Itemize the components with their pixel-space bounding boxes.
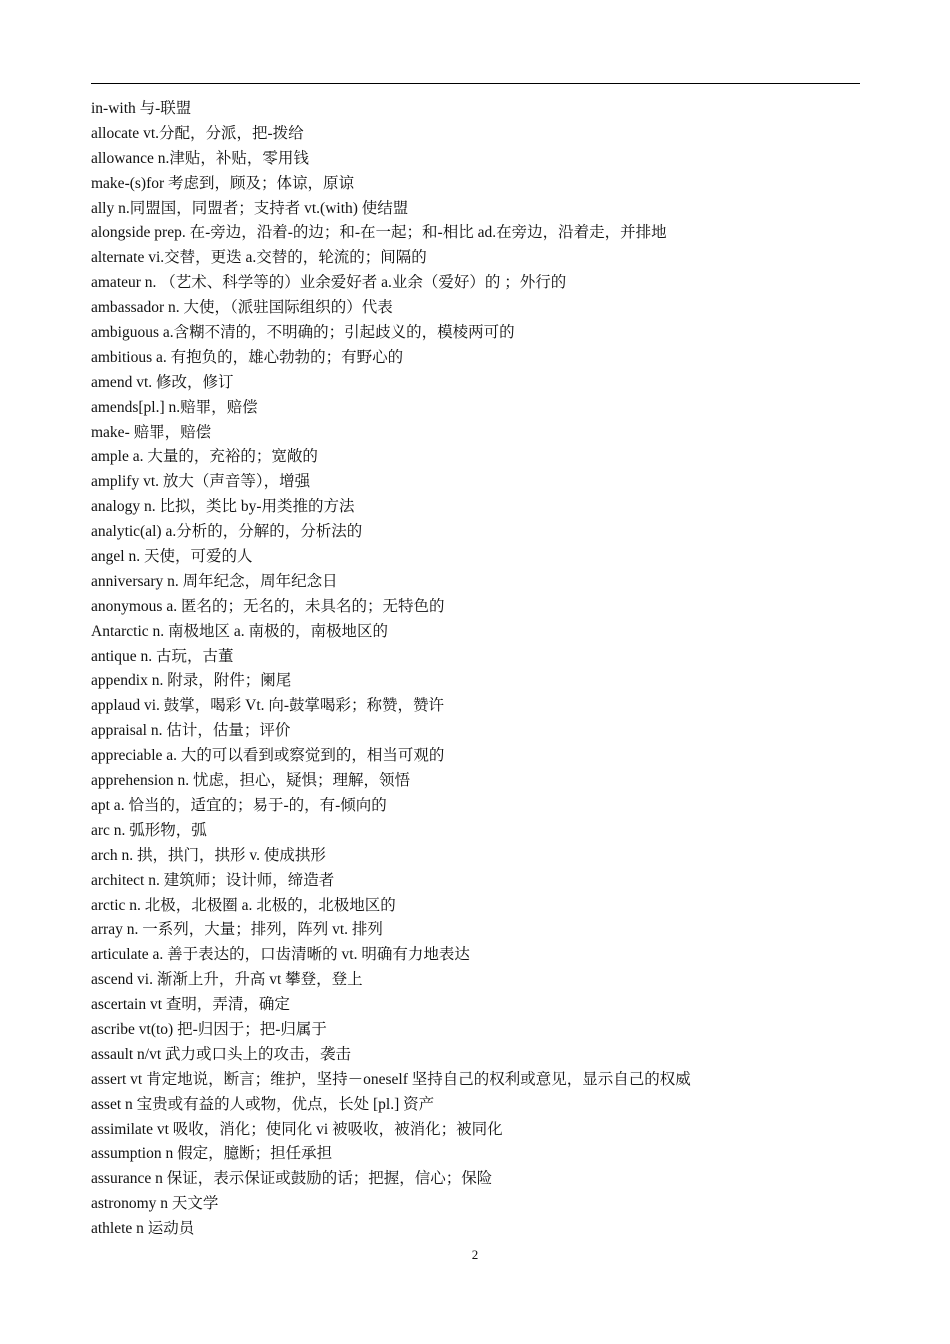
vocabulary-entry: antique n. 古玩，古董 bbox=[91, 647, 234, 665]
vocabulary-entry: allowance n.津贴，补贴，零用钱 bbox=[91, 149, 309, 167]
vocabulary-entry: amateur n. （艺术、科学等的）业余爱好者 a.业余（爱好）的 ；外行的 bbox=[91, 274, 567, 292]
vocabulary-entry: assimilate vt 吸收，消化；使同化 vi 被吸收，被消化；被同化 bbox=[91, 1120, 503, 1138]
vocabulary-entry: apt a. 恰当的，适宜的；易于-的，有-倾向的 bbox=[91, 796, 387, 814]
vocabulary-entry: applaud vi. 鼓掌，喝彩 Vt. 向-鼓掌喝彩；称赞，赞许 bbox=[91, 697, 445, 715]
header-rule bbox=[91, 83, 860, 84]
vocabulary-entry: appraisal n. 估计，估量；评价 bbox=[91, 722, 291, 740]
vocabulary-entry: allocate vt.分配，分派，把-拨给 bbox=[91, 124, 304, 142]
vocabulary-entry: Antarctic n. 南极地区 a. 南极的，南极地区的 bbox=[91, 622, 389, 640]
vocabulary-entry: apprehension n. 忧虑，担心，疑惧；理解，领悟 bbox=[91, 772, 411, 790]
vocabulary-entry: asset n 宝贵或有益的人或物，优点，长处 [pl.] 资产 bbox=[91, 1095, 435, 1113]
vocabulary-entry: ambitious a. 有抱负的，雄心勃勃的；有野心的 bbox=[91, 348, 404, 366]
vocabulary-entry: arc n. 弧形物，弧 bbox=[91, 821, 207, 839]
vocabulary-entry: analogy n. 比拟，类比 by-用类推的方法 bbox=[91, 498, 355, 516]
vocabulary-entry: arch n. 拱，拱门，拱形 v. 使成拱形 bbox=[91, 846, 326, 864]
page-number: 2 bbox=[471, 1247, 479, 1262]
vocabulary-entry: ally n.同盟国，同盟者；支持者 vt.(with) 使结盟 bbox=[91, 199, 409, 217]
vocabulary-entry: ample a. 大量的，充裕的；宽敞的 bbox=[91, 448, 318, 466]
vocabulary-entry: appendix n. 附录，附件；阑尾 bbox=[91, 672, 292, 690]
vocabulary-entry: appreciable a. 大的可以看到或察觉到的，相当可观的 bbox=[91, 747, 445, 765]
vocabulary-entry: amplify vt. 放大（声音等），增强 bbox=[91, 473, 311, 491]
vocabulary-entry: architect n. 建筑师；设计师，缔造者 bbox=[91, 871, 335, 889]
vocabulary-entry: assurance n 保证，表示保证或鼓励的话；把握，信心；保险 bbox=[91, 1170, 493, 1188]
vocabulary-entry: array n. 一系列，大量；排列，阵列 vt. 排列 bbox=[91, 921, 383, 939]
vocabulary-entry: ambiguous a.含糊不清的，不明确的；引起歧义的，模棱两可的 bbox=[91, 324, 515, 342]
vocabulary-list bbox=[91, 97, 860, 1242]
vocabulary-entry: amend vt. 修改，修订 bbox=[91, 373, 234, 391]
vocabulary-entry: ascend vi. 渐渐上升，升高 vt 攀登，登上 bbox=[91, 971, 363, 989]
vocabulary-entry: alternate vi.交替，更迭 a.交替的，轮流的；间隔的 bbox=[91, 249, 427, 267]
vocabulary-entry: alongside prep. 在-旁边，沿着-的边；和-在一起；和-相比 ad.在旁边，沿着走，并排地 bbox=[91, 224, 667, 242]
vocabulary-entry: in-with 与-联盟 bbox=[91, 100, 192, 117]
vocabulary-entry: make- 赔罪，赔偿 bbox=[91, 423, 212, 441]
vocabulary-entry: ascertain vt 查明，弄清，确定 bbox=[91, 996, 290, 1014]
vocabulary-entry: assumption n 假定，臆断；担任承担 bbox=[91, 1145, 333, 1163]
vocabulary-entry: assault n/vt 武力或口头上的攻击，袭击 bbox=[91, 1045, 352, 1063]
vocabulary-entry: amends[pl.] n.赔罪，赔偿 bbox=[91, 398, 258, 416]
vocabulary-entry: assert vt 肯定地说，断言；维护，坚持－oneself 坚持自己的权利或意见，显示自己的权威 bbox=[91, 1070, 691, 1088]
vocabulary-entry: astronomy n 天文学 bbox=[91, 1195, 219, 1213]
vocabulary-entry: anonymous a. 匿名的；无名的，未具名的；无特色的 bbox=[91, 597, 445, 615]
vocabulary-entry: athlete n 运动员 bbox=[91, 1220, 195, 1238]
vocabulary-entry: angel n. 天使，可爱的人 bbox=[91, 548, 253, 566]
vocabulary-entry: arctic n. 北极，北极圈 a. 北极的，北极地区的 bbox=[91, 896, 396, 914]
vocabulary-entry: articulate a. 善于表达的，口齿清晰的 vt. 明确有力地表达 bbox=[91, 946, 470, 964]
vocabulary-entry: ambassador n. 大使，（派驻国际组织的）代表 bbox=[91, 299, 393, 317]
vocabulary-entry: ascribe vt(to) 把-归因于；把-归属于 bbox=[91, 1020, 327, 1038]
vocabulary-entry: analytic(al) a.分析的，分解的，分析法的 bbox=[91, 523, 363, 541]
vocabulary-entry: anniversary n. 周年纪念，周年纪念日 bbox=[91, 572, 338, 590]
vocabulary-entry: make-(s)for 考虑到，顾及；体谅，原谅 bbox=[91, 174, 355, 192]
